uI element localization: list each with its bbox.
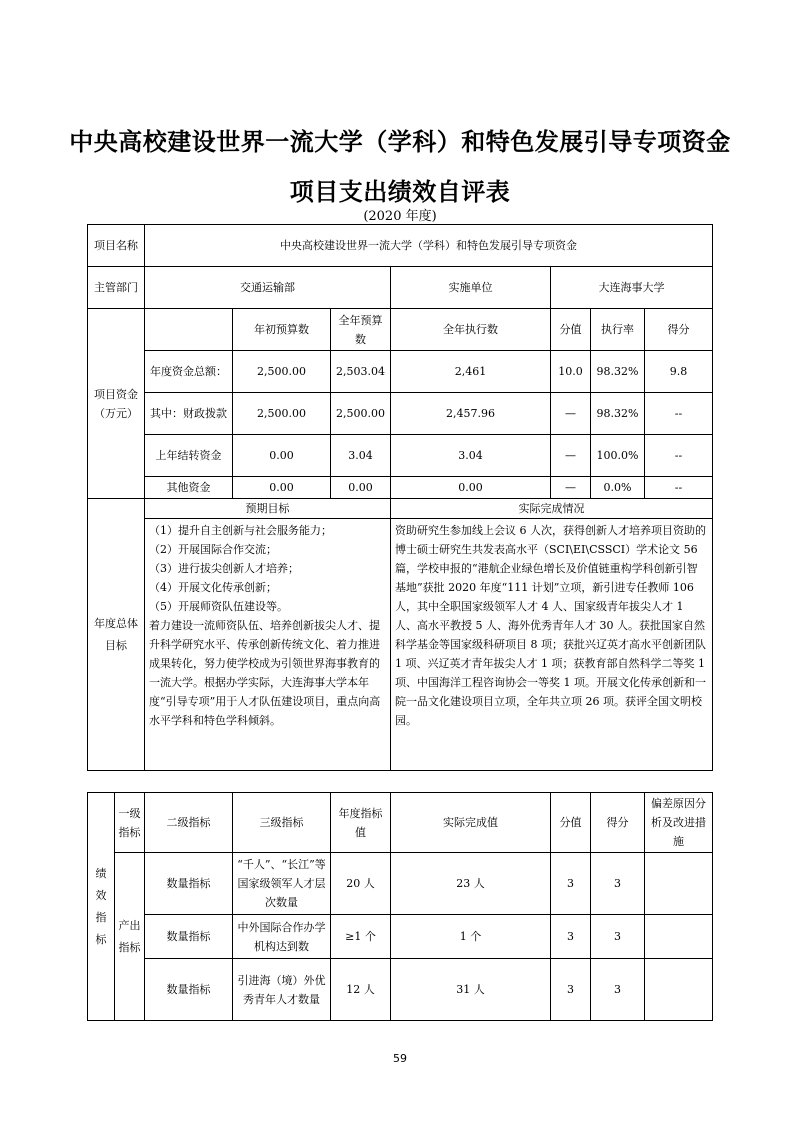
indicator-score-value: 3 xyxy=(551,915,591,959)
project-row xyxy=(88,225,713,267)
year-label: (2020 年度) xyxy=(363,209,437,224)
impl-value: 大连海事大学 xyxy=(551,267,713,309)
indicator-level2: 数量指标 xyxy=(145,853,233,915)
funds-row xyxy=(88,477,713,499)
indicator-level3: 中外国际合作办学机构达到数 xyxy=(233,915,331,959)
project-label: 项目名称 xyxy=(88,225,145,267)
dept-label: 主管部门 xyxy=(88,267,145,309)
indicator-score: 3 xyxy=(591,959,645,1021)
indicator-level3: “千人”、“长江”等国家级领军人才层次数量 xyxy=(233,853,331,915)
indicator-target: ≥1 个 xyxy=(331,915,391,959)
indicator-group-label: 绩效指标 xyxy=(88,793,115,1021)
actual-completion xyxy=(391,519,713,771)
funds-score: -- xyxy=(645,477,713,499)
indicator-deviation xyxy=(645,959,713,1021)
header-level3: 三级指标 xyxy=(233,793,331,853)
level1-value: 产出指标 xyxy=(115,853,145,1021)
header-score: 得分 xyxy=(591,793,645,853)
expected-header: 预期目标 xyxy=(145,499,391,519)
funds-score-value: — xyxy=(551,435,591,477)
funds-row xyxy=(88,393,713,435)
funds-initial: 0.00 xyxy=(233,477,331,499)
indicator-row xyxy=(88,959,713,1021)
indicator-actual: 23 人 xyxy=(391,853,551,915)
funds-score-value: — xyxy=(551,477,591,499)
funds-executed: 2,457.96 xyxy=(391,393,551,435)
funds-row-name: 年度资金总额： xyxy=(145,351,233,393)
indicator-level3: 引进海（境）外优秀青年人才数量 xyxy=(233,959,331,1021)
funds-header: 执行率 xyxy=(591,309,645,351)
funds-row xyxy=(88,351,713,393)
expected-item: （4）开展文化传承创新； xyxy=(149,581,277,594)
funds-score-value: 10.0 xyxy=(551,351,591,393)
expected-item: （2）开展国际合作交流； xyxy=(149,543,277,556)
expected-item: （1）提升自主创新与社会服务能力； xyxy=(149,524,332,537)
impl-label: 实施单位 xyxy=(391,267,551,309)
indicator-row xyxy=(88,853,713,915)
expected-item: （3）进行拔尖创新人才培养； xyxy=(149,562,299,575)
funds-annual: 3.04 xyxy=(331,435,391,477)
funds-row xyxy=(88,435,713,477)
funds-header: 全年预算数 xyxy=(331,309,391,351)
header-level2: 二级指标 xyxy=(145,793,233,853)
indicator-score-value: 3 xyxy=(551,959,591,1021)
funds-score: 9.8 xyxy=(645,351,713,393)
indicator-target: 20 人 xyxy=(331,853,391,915)
project-value: 中央高校建设世界一流大学（学科）和特色发展引导专项资金 xyxy=(145,225,713,267)
funds-score: -- xyxy=(645,435,713,477)
funds-score: -- xyxy=(645,393,713,435)
expected-goals xyxy=(145,519,391,771)
actual-text: 资助研究生参加线上会议 6 人次，获得创新人才培养项目资助的博士硕士研究生共发表高水平（SCI\EI\CSSCI）学术论文 56 篇，学校申报的“港航企业绿色增长及价值链重构学科创新引智基地”获批 2020 年度“111 计划”立项，新引进专任教师 106 人，其中全职国家级领军人才 4 人、国家级青年拔尖人才 1 人、高水平教授 5 人、海外优秀青年人才 30 人。获批国家自然科学基金等国家级科研项目 8 项；获批兴辽英才高水平创新团队 1 项、兴辽英才青年拔尖人才 1 项；获教育部自然科学二等奖 1 项、中国海洋工程咨询协会一等奖 1 项。开展文化传承创新和一院一品文化建设项目立项，全年共立项 26 项。获评全国文明校园。 xyxy=(395,524,706,727)
funds-row-name: 其中：财政拨款 xyxy=(145,393,233,435)
funds-row-name: 其他资金 xyxy=(145,477,233,499)
indicator-table xyxy=(87,792,713,1021)
funds-header: 年初预算数 xyxy=(233,309,331,351)
dept-row xyxy=(88,267,713,309)
dept-value: 交通运输部 xyxy=(145,267,391,309)
indicator-score: 3 xyxy=(591,915,645,959)
indicator-score-value: 3 xyxy=(551,853,591,915)
funds-score-value: — xyxy=(551,393,591,435)
indicator-header-row xyxy=(88,793,713,853)
goals-label: 年度总体目标 xyxy=(88,499,145,771)
header-target: 年度指标值 xyxy=(331,793,391,853)
funds-rate: 0.0% xyxy=(591,477,645,499)
goals-header-row xyxy=(88,499,713,519)
indicator-level2: 数量指标 xyxy=(145,959,233,1021)
header-level1: 一级指标 xyxy=(115,793,145,853)
indicator-level2: 数量指标 xyxy=(145,915,233,959)
funds-executed: 0.00 xyxy=(391,477,551,499)
document-subtitle: 项目支出绩效自评表 xyxy=(289,178,511,206)
funds-rate: 100.0% xyxy=(591,435,645,477)
expected-text: 着力建设一流师资队伍、培养创新拔尖人才、提升科学研究水平、传承创新传统文化、着力推进成果转化，努力使学校成为引领世界海事教育的一流大学。根据办学实际，大连海事大学本年度“引导专项”用于人才队伍建设项目，重点向高水平学科和特色学科倾斜。 xyxy=(149,619,381,727)
document-title: 中央高校建设世界一流大学（学科）和特色发展引导专项资金 xyxy=(69,128,731,156)
funds-executed: 3.04 xyxy=(391,435,551,477)
funds-annual: 2,500.00 xyxy=(331,393,391,435)
indicator-deviation xyxy=(645,915,713,959)
funds-header: 得分 xyxy=(645,309,713,351)
funds-executed: 2,461 xyxy=(391,351,551,393)
funds-label: 项目资金（万元） xyxy=(88,309,145,499)
expected-item: （5）开展师资队伍建设等。 xyxy=(149,600,288,613)
funds-initial: 0.00 xyxy=(233,435,331,477)
goals-row xyxy=(88,519,713,771)
page-number: 59 xyxy=(393,1052,407,1065)
funds-header: 分值 xyxy=(551,309,591,351)
budget-table xyxy=(87,224,713,771)
funds-initial: 2,500.00 xyxy=(233,351,331,393)
header-deviation: 偏差原因分析及改进措施 xyxy=(645,793,713,853)
header-actual: 实际完成值 xyxy=(391,793,551,853)
funds-header-row xyxy=(88,309,713,351)
funds-row-name: 上年结转资金 xyxy=(145,435,233,477)
indicator-deviation xyxy=(645,853,713,915)
indicator-actual: 1 个 xyxy=(391,915,551,959)
indicator-score: 3 xyxy=(591,853,645,915)
funds-annual: 2,503.04 xyxy=(331,351,391,393)
indicator-actual: 31 人 xyxy=(391,959,551,1021)
funds-rate: 98.32% xyxy=(591,351,645,393)
indicator-row xyxy=(88,915,713,959)
funds-annual: 0.00 xyxy=(331,477,391,499)
funds-header: 全年执行数 xyxy=(391,309,551,351)
funds-initial: 2,500.00 xyxy=(233,393,331,435)
actual-header: 实际完成情况 xyxy=(391,499,713,519)
funds-rate: 98.32% xyxy=(591,393,645,435)
header-score-value: 分值 xyxy=(551,793,591,853)
indicator-target: 12 人 xyxy=(331,959,391,1021)
